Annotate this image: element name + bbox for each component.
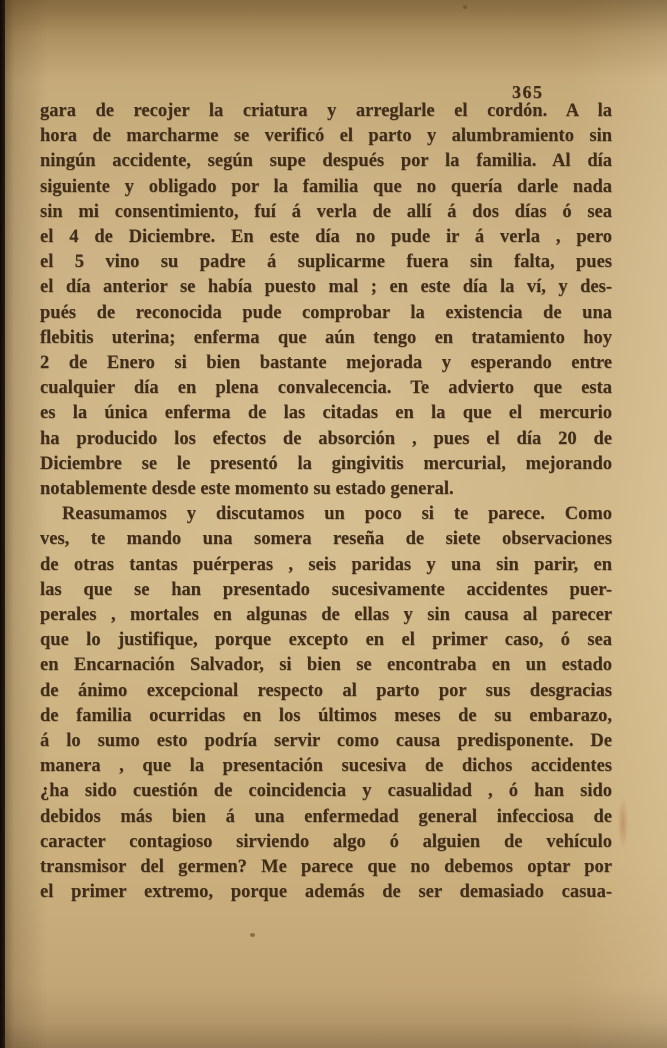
text-line: de familia ocurridas en los últimos meses de su embarazo,	[40, 705, 612, 726]
text-line: el primer extremo, porque además de ser demasiado casua-	[40, 882, 612, 903]
page-number: 365	[512, 82, 544, 102]
text-line: las que se han presentado sucesivamente accidentes puer-	[40, 579, 612, 600]
ink-smudge	[616, 788, 630, 858]
text-line: que lo justifique, porque excepto en el primer caso, ó sea	[40, 630, 612, 651]
text-line: de otras tantas puérperas , seis paridas y una sin parir, en	[40, 554, 612, 575]
page-left-edge-shadow	[0, 0, 5, 1048]
text-line: es la única enferma de las citadas en la que el mercurio	[40, 403, 612, 424]
text-line: en Encarnación Salvador, si bien se encontraba en un estado	[40, 655, 612, 676]
text-line: manera , que la presentación sucesiva de dichos accidentes	[40, 756, 612, 777]
text-line: pués de reconocida pude comprobar la existencia de una	[40, 302, 612, 323]
page-text	[40, 99, 612, 906]
text-line: cualquier día en plena convalecencia. Te advierto que esta	[40, 378, 612, 399]
text-line: Diciembre se le presentó la gingivitis mercurial, mejorando	[40, 453, 612, 474]
text-line: ha producido los efectos de absorción , pues el día 20 de	[40, 428, 612, 449]
text-line: hora de marcharme se verificó el parto y alumbramiento sin	[40, 126, 612, 147]
text-line: ¿ha sido cuestión de coincidencia y casualidad , ó han sido	[40, 781, 612, 802]
text-line: á lo sumo esto podría servir como causa predisponente. De	[40, 731, 612, 752]
text-line: caracter contagioso sirviendo algo ó alguien de vehículo	[40, 831, 612, 852]
text-line: 2 de Enero si bien bastante mejorada y esperando entre	[40, 353, 612, 374]
ink-speck	[463, 5, 467, 9]
ink-speck	[250, 933, 255, 937]
text-line: sin mi consentimiento, fuí á verla de allí á dos días ó sea	[40, 201, 612, 222]
text-line: de ánimo excepcional respecto al parto por sus desgracias	[40, 680, 612, 701]
text-line: siguiente y obligado por la familia que no quería darle nada	[40, 176, 612, 197]
text-line: Reasumamos y discutamos un poco si te parece. Como	[62, 504, 612, 525]
text-line: flebitis uterina; enferma que aún tengo en tratamiento hoy	[40, 327, 612, 348]
text-line: el 5 vino su padre á suplicarme fuera sin falta, pues	[40, 252, 612, 273]
text-line: el 4 de Diciembre. En este día no pude ir á verla , pero	[40, 227, 612, 248]
text-line: debidos más bien á una enfermedad general infecciosa de	[40, 806, 612, 827]
text-line: perales , mortales en algunas de ellas y sin causa al parecer	[40, 605, 612, 626]
text-line: el día anterior se había puesto mal ; en este día la ví, y des-	[40, 277, 612, 298]
text-line: ningún accidente, según supe después por la familia. Al día	[40, 151, 612, 172]
text-line: ves, te mando una somera reseña de siete observaciones	[40, 529, 612, 550]
text-line: transmisor del germen? Me parece que no debemos optar por	[40, 857, 612, 878]
text-line: gara de recojer la criatura y arreglarle el cordón. A la	[40, 101, 612, 121]
text-line: notablemente desde este momento su estado general.	[40, 479, 454, 500]
